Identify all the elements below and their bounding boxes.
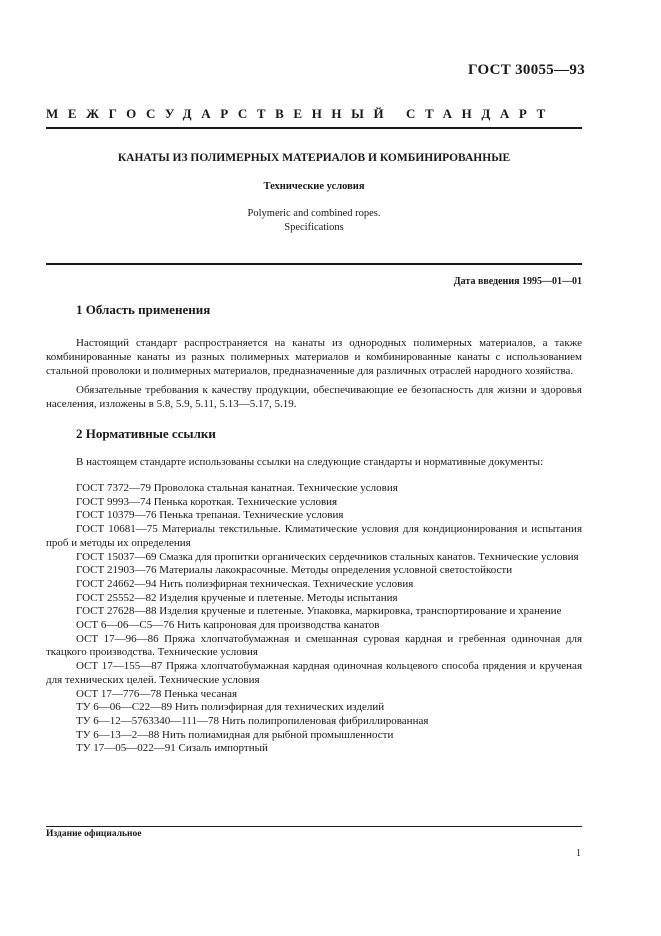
reference-code: ОСТ 17—776—78: [76, 687, 162, 700]
reference-title: Материалы лакокрасочные. Методы определения условной светостойкости: [159, 564, 513, 577]
reference-title: Материалы текстильные. Климатические условия для кондиционирования и испытания проб и методы их определения: [46, 523, 582, 549]
middle-rule: [46, 263, 582, 265]
reference-title: Смазка для пропитки органических сердечников стальных канатов. Технические условия: [159, 550, 579, 563]
reference-item: [46, 633, 582, 660]
section-1-heading: 1 Область применения: [76, 302, 211, 317]
reference-code: ГОСТ 21903—76: [76, 564, 157, 577]
reference-title: Изделия крученые и плетеные. Упаковка, маркировка, транспортирование и хранение: [159, 605, 562, 618]
document-number: ГОСТ 30055—93: [467, 62, 585, 78]
top-rule: [46, 127, 582, 129]
interstate-standard-label: МЕЖГОСУДАРСТВЕННЫЙ СТАНДАРТ: [46, 106, 555, 121]
reference-code: ГОСТ 10379—76: [76, 509, 157, 522]
reference-title: Пряжа хлопчатобумажная кардная одиночная кольцевого способа прядения и крученая для технических целей. Технические условия: [46, 660, 583, 686]
reference-code: ОСТ 17—96—86: [76, 632, 159, 645]
section-2-intro: В настоящем стандарте использованы ссылки на следующие стандарты и нормативные документы:: [76, 456, 544, 468]
reference-item: [46, 509, 582, 523]
section-1-paragraph-1: Настоящий стандарт распространяется на канаты из однородных полимерных материалов, а также комбинированные канаты из разных полимерных материалов и комбинированные канаты с использованием стальной проволоки и полимерных материалов, предназначенные для различных отраслей народного хозяйства.: [46, 337, 582, 378]
reference-title: Нить полиэфирная для технических изделий: [174, 701, 385, 714]
reference-item: [46, 619, 582, 633]
document-title: КАНАТЫ ИЗ ПОЛИМЕРНЫХ МАТЕРИАЛОВ И КОМБИНИРОВАННЫЕ: [117, 152, 511, 164]
section-1-paragraph-2: Обязательные требования к качеству продукции, обеспечивающие ее безопасность для жизни и здоровья населения, изложены в 5.8, 5.9, 5.11, 5.13—5.17, 5.19.: [46, 384, 582, 411]
reference-code: ТУ 6—12—5763340—111—78: [76, 714, 219, 727]
reference-item: [46, 482, 582, 496]
reference-code: ГОСТ 10681—75: [76, 523, 158, 536]
reference-item: [46, 564, 582, 578]
introduction-date: Дата введения 1995—01—01: [453, 276, 582, 287]
reference-title: Пенька чесаная: [164, 687, 238, 700]
reference-item: [46, 660, 582, 687]
reference-item: [46, 551, 582, 565]
reference-item: [46, 605, 582, 619]
reference-title: Пенька трепаная. Технические условия: [159, 509, 344, 522]
reference-item: [46, 701, 582, 715]
section-2-heading: 2 Нормативные ссылки: [76, 426, 216, 441]
reference-code: ГОСТ 27628—88: [76, 605, 157, 618]
reference-title: Нить полипропиленовая фибриллированная: [221, 714, 429, 727]
reference-title: Пенька короткая. Технические условия: [153, 495, 338, 508]
document-subtitle: Технические условия: [263, 181, 365, 192]
reference-title: Изделия крученые и плетеные. Методы испытания: [159, 591, 398, 604]
reference-code: ГОСТ 7372—79: [76, 482, 151, 494]
page-number: 1: [576, 848, 581, 859]
reference-title: Сизаль импортный: [178, 742, 268, 755]
english-title-block: [46, 207, 582, 235]
reference-code: ГОСТ 9993—74: [76, 495, 151, 508]
reference-code: ГОСТ 15037—69: [76, 550, 157, 563]
reference-code: ГОСТ 25552—82: [76, 591, 157, 604]
reference-code: ОСТ 6—06—С5—76: [76, 619, 175, 632]
reference-title: Нить капроновая для производства канатов: [176, 619, 380, 632]
english-subtitle: Specifications: [284, 222, 344, 233]
reference-code: ГОСТ 24662—94: [76, 577, 157, 590]
reference-item: [46, 729, 582, 743]
reference-item: [46, 523, 582, 550]
english-title: Polymeric and combined ropes.: [247, 208, 381, 219]
reference-item: [46, 578, 582, 592]
reference-item: [46, 496, 582, 510]
reference-title: Проволока стальная канатная. Технические условия: [153, 482, 398, 494]
official-edition-label: Издание официальное: [46, 829, 142, 839]
reference-code: ТУ 6—13—2—88: [76, 728, 160, 741]
reference-code: ОСТ 17—155—87: [76, 660, 163, 673]
reference-item: [46, 688, 582, 702]
reference-code: ТУ 17—05—022—91: [76, 742, 176, 755]
reference-item: [46, 742, 582, 756]
reference-title: Пряжа хлопчатобумажная и смешанная суровая кардная и гребенная одиночная для ткацкого производства. Технические условия: [46, 632, 582, 659]
reference-code: ТУ 6—06—С22—89: [76, 701, 173, 714]
references-list: [46, 482, 582, 756]
reference-item: [46, 715, 582, 729]
reference-title: Нить полиамидная для рыбной промышленности: [162, 728, 394, 741]
bottom-rule: [46, 826, 582, 827]
reference-title: Нить полиэфирная техническая. Технические условия: [159, 577, 414, 590]
reference-item: [46, 592, 582, 606]
